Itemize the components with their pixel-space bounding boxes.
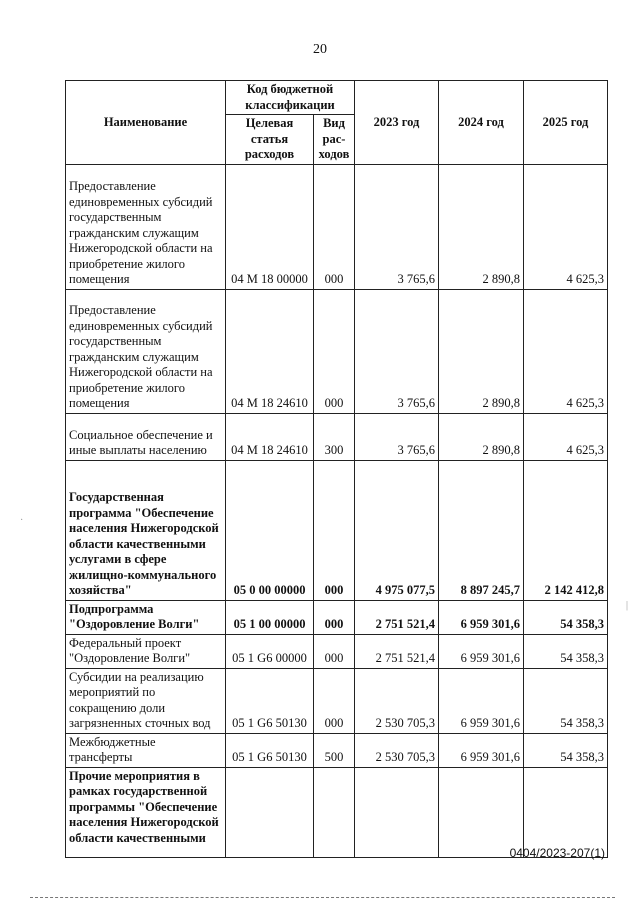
row-vid: 000 bbox=[314, 634, 355, 668]
row-2025: 54 358,3 bbox=[524, 668, 608, 733]
header-kbk: Код бюджетной классификации bbox=[226, 81, 355, 115]
row-vid: 000 bbox=[314, 600, 355, 634]
page-number: 20 bbox=[313, 42, 327, 57]
row-name: Федеральный проект "Оздоровление Волги" bbox=[66, 634, 226, 668]
row-2025: 4 625,3 bbox=[524, 289, 608, 413]
row-name: Субсидии на реализацию мероприятий по сокращению доли загрязненных сточных вод bbox=[66, 668, 226, 733]
row-2024: 6 959 301,6 bbox=[439, 600, 524, 634]
row-name: Предоставление единовременных субсидий государственным гражданским служащим Нижегородской области на приобретение жилого помещения bbox=[66, 289, 226, 413]
scan-mark: · bbox=[20, 515, 24, 526]
table-row bbox=[66, 668, 608, 733]
budget-table bbox=[65, 80, 608, 858]
row-code: 04 М 18 24610 bbox=[226, 289, 314, 413]
row-2024: 8 897 245,7 bbox=[439, 460, 524, 600]
row-2025: 54 358,3 bbox=[524, 600, 608, 634]
table-row bbox=[66, 164, 608, 289]
header-2023: 2023 год bbox=[355, 81, 439, 165]
row-code bbox=[226, 767, 314, 857]
row-2023: 4 975 077,5 bbox=[355, 460, 439, 600]
row-2024: 2 890,8 bbox=[439, 164, 524, 289]
row-name: Предоставление единовременных субсидий государственным гражданским служащим Нижегородской области на приобретение жилого помещения bbox=[66, 164, 226, 289]
row-name: Государственная программа "Обеспечение населения Нижегородской области качественными услугами в сфере жилищно-коммунального хозяйства" bbox=[66, 460, 226, 600]
table-row bbox=[66, 460, 608, 600]
table-row bbox=[66, 767, 608, 857]
row-vid: 000 bbox=[314, 164, 355, 289]
row-2025: 4 625,3 bbox=[524, 413, 608, 460]
row-2023: 3 765,6 bbox=[355, 164, 439, 289]
table-row bbox=[66, 733, 608, 767]
row-2025 bbox=[524, 767, 608, 857]
row-2024 bbox=[439, 767, 524, 857]
row-name: Подпрограмма "Оздоровление Волги" bbox=[66, 600, 226, 634]
row-code: 04 М 18 24610 bbox=[226, 413, 314, 460]
row-2025: 54 358,3 bbox=[524, 733, 608, 767]
header-2025: 2025 год bbox=[524, 81, 608, 165]
row-vid: 000 bbox=[314, 460, 355, 600]
row-code: 05 1 G6 50130 bbox=[226, 668, 314, 733]
row-code: 05 1 00 00000 bbox=[226, 600, 314, 634]
row-2024: 6 959 301,6 bbox=[439, 668, 524, 733]
row-2024: 2 890,8 bbox=[439, 413, 524, 460]
row-vid: 000 bbox=[314, 668, 355, 733]
row-2023 bbox=[355, 767, 439, 857]
row-vid: 500 bbox=[314, 733, 355, 767]
row-code: 05 1 G6 00000 bbox=[226, 634, 314, 668]
table-row bbox=[66, 600, 608, 634]
row-2023: 2 530 705,3 bbox=[355, 668, 439, 733]
row-2023: 3 765,6 bbox=[355, 289, 439, 413]
row-2024: 2 890,8 bbox=[439, 289, 524, 413]
table-row bbox=[66, 634, 608, 668]
row-2025: 4 625,3 bbox=[524, 164, 608, 289]
header-target: Целевая статья расходов bbox=[226, 115, 314, 165]
header-vid: Вид рас-ходов bbox=[314, 115, 355, 165]
row-vid: 000 bbox=[314, 289, 355, 413]
header-2024: 2024 год bbox=[439, 81, 524, 165]
row-vid bbox=[314, 767, 355, 857]
header-name: Наименование bbox=[66, 81, 226, 165]
row-2023: 2 530 705,3 bbox=[355, 733, 439, 767]
row-name: Социальное обеспечение и иные выплаты населению bbox=[66, 413, 226, 460]
row-name: Прочие мероприятия в рамках государственной программы "Обеспечение населения Нижегородской области качественными bbox=[66, 767, 226, 857]
bottom-divider bbox=[30, 897, 615, 898]
row-2025: 54 358,3 bbox=[524, 634, 608, 668]
table-row bbox=[66, 289, 608, 413]
row-2023: 2 751 521,4 bbox=[355, 634, 439, 668]
row-2024: 6 959 301,6 bbox=[439, 634, 524, 668]
row-code: 05 1 G6 50130 bbox=[226, 733, 314, 767]
row-2023: 3 765,6 bbox=[355, 413, 439, 460]
row-name: Межбюджетные трансферты bbox=[66, 733, 226, 767]
document-code: 0404/2023-207(1) bbox=[509, 846, 605, 860]
table-row bbox=[66, 413, 608, 460]
scan-mark: | bbox=[626, 600, 629, 611]
row-2025: 2 142 412,8 bbox=[524, 460, 608, 600]
row-code: 04 М 18 00000 bbox=[226, 164, 314, 289]
row-2023: 2 751 521,4 bbox=[355, 600, 439, 634]
row-vid: 300 bbox=[314, 413, 355, 460]
row-code: 05 0 00 00000 bbox=[226, 460, 314, 600]
row-2024: 6 959 301,6 bbox=[439, 733, 524, 767]
